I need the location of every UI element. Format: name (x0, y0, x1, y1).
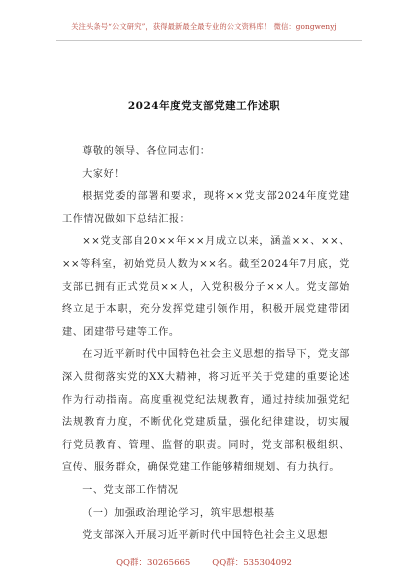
branch-overview-paragraph: ××党支部自20××年××月成立以来，涵盖××、××、××等科室，初始党员人数为××名。截至2024年7月底，党支部已拥有正式党员××人，入党积极分子××人。党支部始终立足于本职，充分发挥党建引领作用，积极开展党建带团建、团建带号建等工作。 (62, 236, 350, 338)
footer-qq-groups (0, 556, 408, 568)
salutation: 尊敬的领导、各位同志们： (82, 146, 211, 157)
subsection-heading-1: （一）加强政治理论学习，筑牢思想根基 (82, 507, 275, 519)
document-body (62, 141, 350, 548)
intro-paragraph: 根据党委的部署和要求，现将××党支部2024年度党建工作情况做如下总结汇报： (62, 191, 350, 225)
header-divider (56, 40, 362, 41)
header-banner: 关注头条号“公文研究”，获得最新最全最专业的公文资料库！ 微信：gongwenyj (71, 22, 337, 31)
guidance-paragraph: 在习近平新时代中国特色社会主义思想的指导下，党支部深入贯彻落实党的XX大精神，将习近平关于党建的重要论述作为行动指南。高度重视党纪法规教育，通过持续加强党纪法规教育力度，不断优化党建质量，强化纪律建设，切实履行党员教育、管理、监督的职责。同时，党支部积极组织、宣传、服务群众，确保党建工作能够精细规划、有力执行。 (62, 349, 350, 474)
qq-group-1: QQ群：30265665 (116, 558, 191, 568)
greeting: 大家好！ (82, 168, 125, 180)
body-paragraph-continued: 党支部深入开展习近平新时代中国特色社会主义思想 (82, 530, 329, 542)
section-heading-1: 一、党支部工作情况 (82, 484, 179, 496)
document-title: 2024年度党支部党建工作述职 (127, 100, 281, 112)
qq-group-2: QQ群：535304092 (212, 558, 292, 568)
